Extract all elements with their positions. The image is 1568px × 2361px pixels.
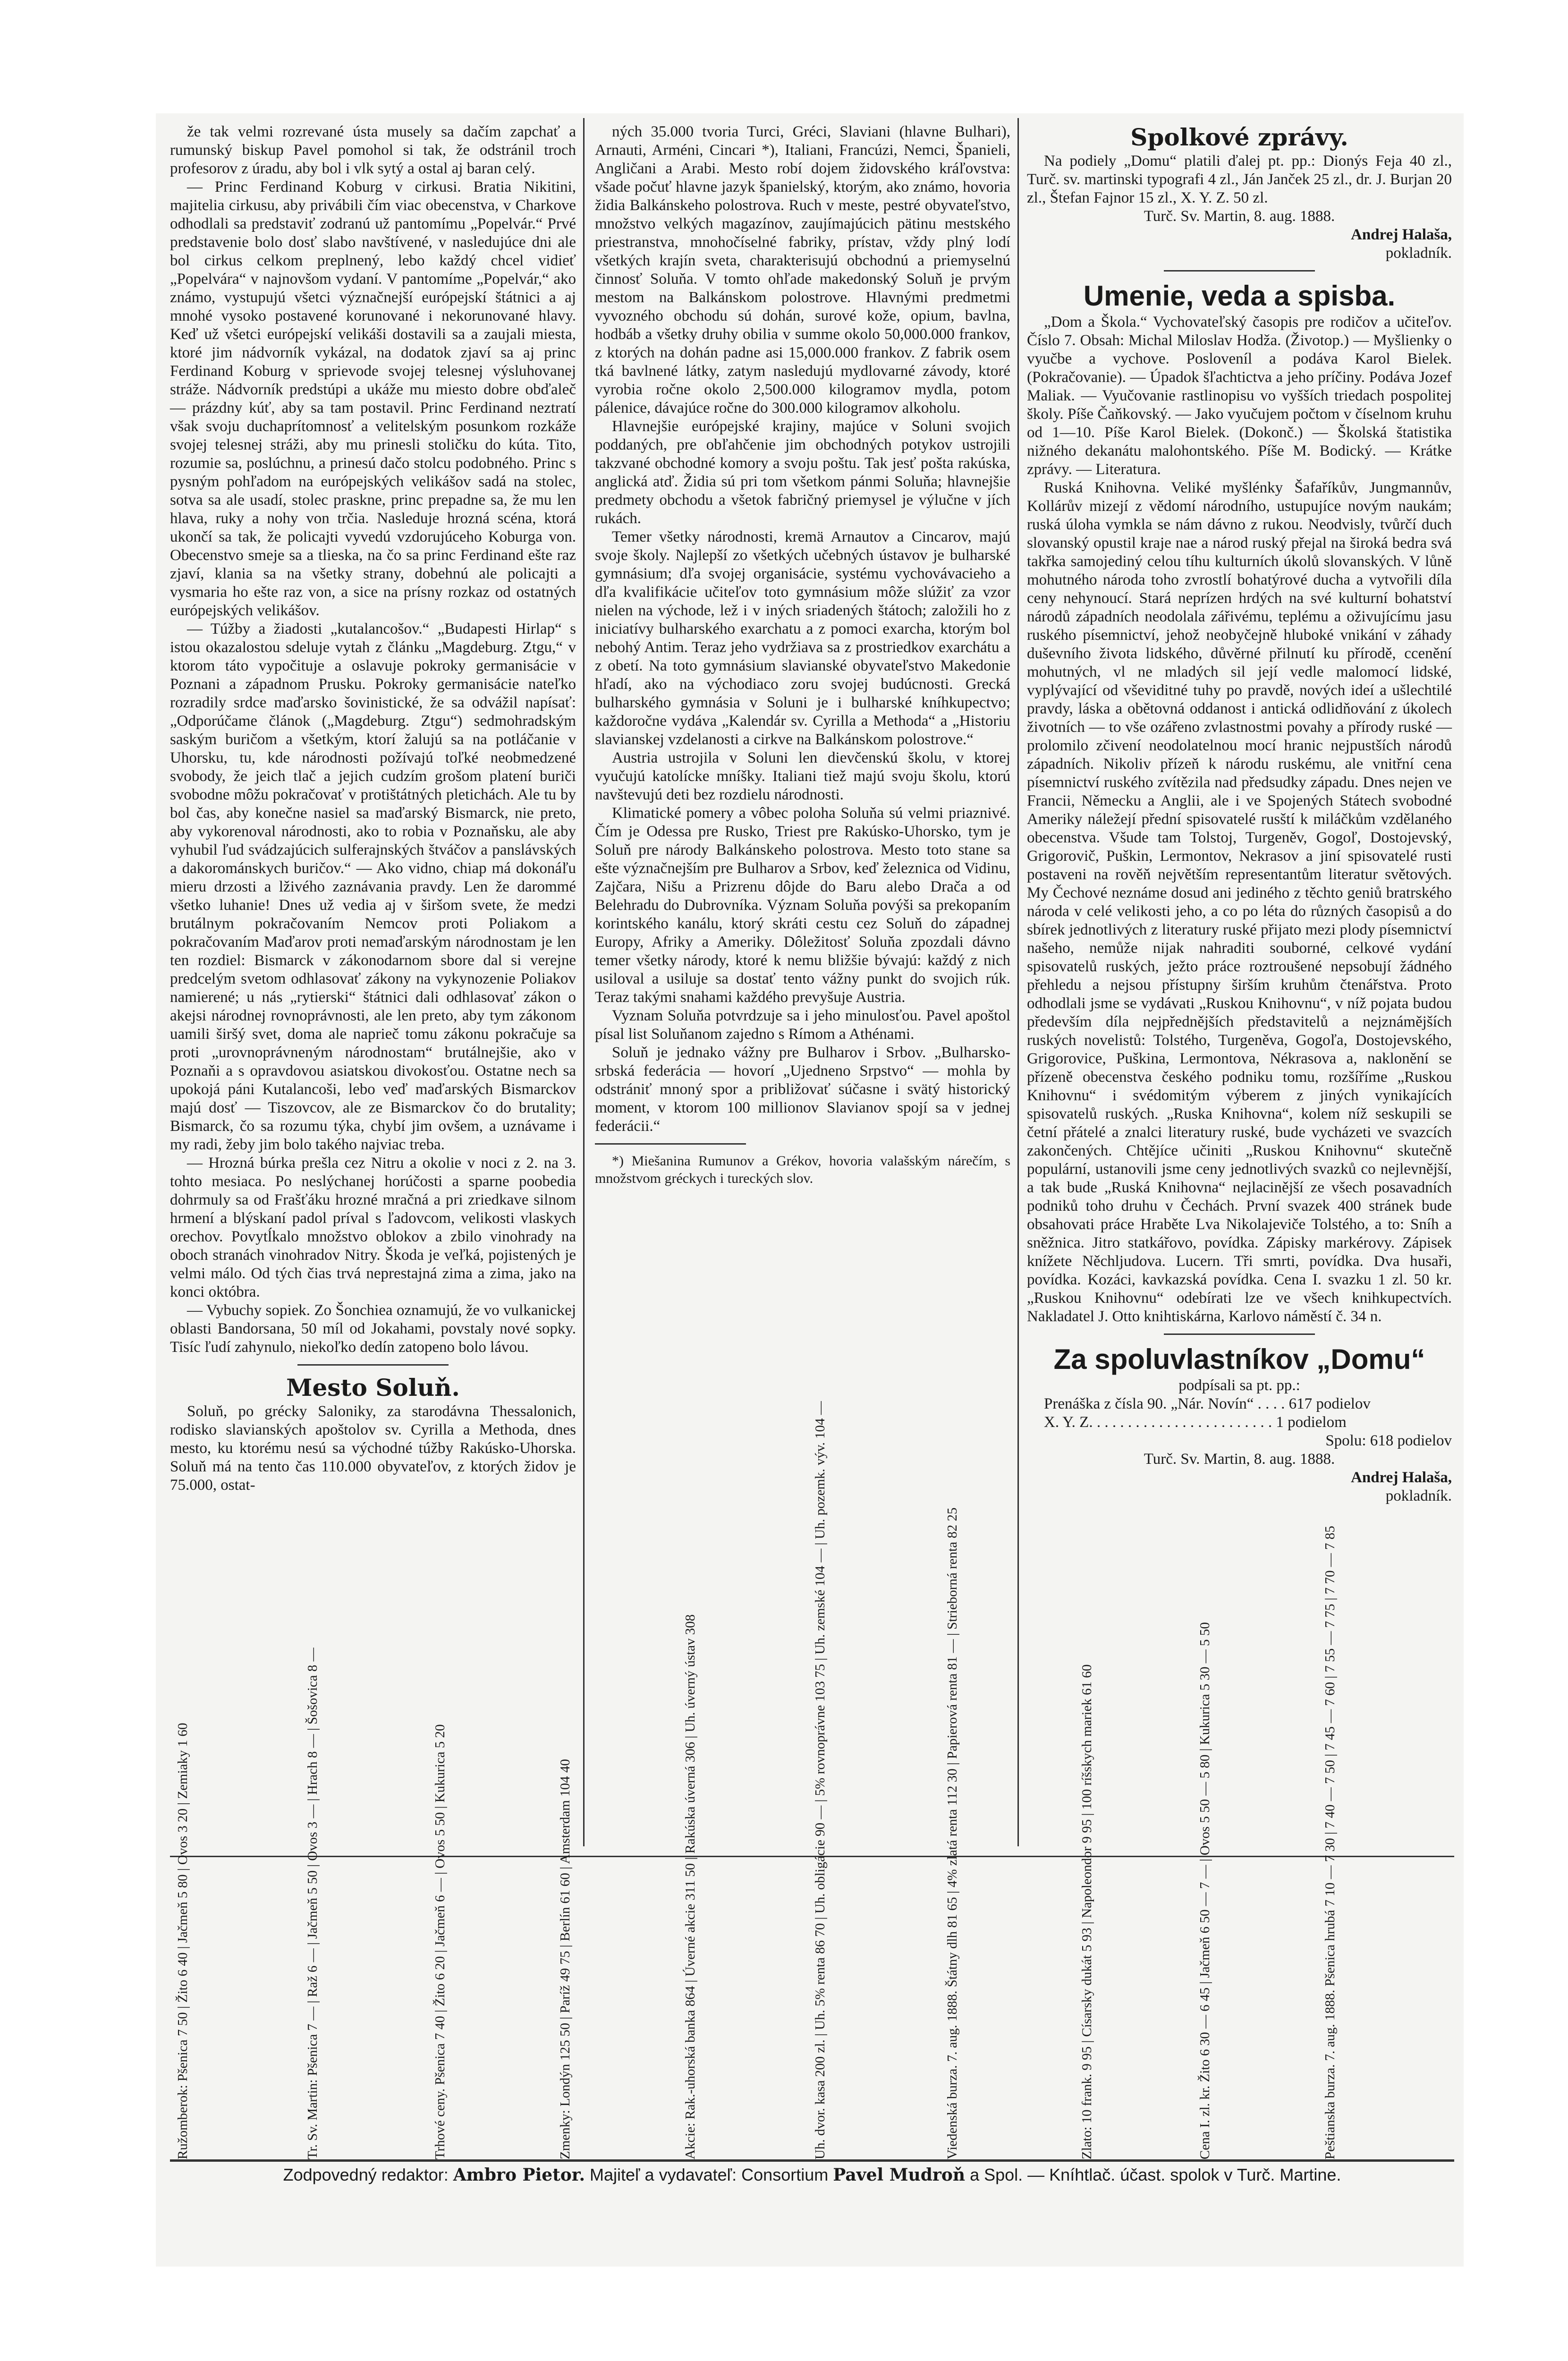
article-paragraph: Soluň, po grécky Saloniky, za starodávna Thessalonich, rodisko slavianských apoštolov sv. Cyrilla a Methoda, dnes mesto, ku ktorému nesú sa východné túžby Rakúsko-Uhorska. Soluň má na tento čas 110.000 obyvateľov, z ktorých židov je 75.000, ostat- (170, 1403, 576, 1494)
section-heading-dom: Za spoluvlastníkov „Domu“ (1053, 1343, 1425, 1375)
column-rule (1017, 118, 1019, 1846)
divider (1164, 1333, 1315, 1335)
market-column: Ružomberok: Pšenica 7 50 | Žito 6 40 | Jačmeň 5 80 | Ovos 3 20 | Zemiaky 1 60 (175, 1723, 190, 2159)
list-line: Prenáška z čísla 90. „Nár. Novín“ . . . . 617 podielov (1044, 1395, 1371, 1412)
market-column: Akcie: Rak.-uhorská banka 864 | Úverné akcie 311 50 | Rakúska úverná 306 | Uh. úverný ústav 308 (683, 1614, 698, 2159)
dateline: Turč. Sv. Martin, 8. aug. 1888. (1144, 1451, 1335, 1468)
market-column: Peštianska burza. 7. aug. 1888. Pšenica hrubá 7 10 — 7 30 | 7 40 — 7 50 | 7 45 — 7 60 | 7 55 — 7 75 | 7 70 — 7 85 (1322, 1526, 1338, 2159)
article-paragraph: Klimatické pomery a vôbec poloha Soluňa sú velmi priaznivé. Čím je Odessa pre Rusko, Triest pre Rakúsko-Uhorsko, tym je Soluň pre národy Balkánskeho polostrova. Mesto toto stane sa ešte význačnejším pre Bulharov a Srbov, keď železnica od Vidinu, Zajčara, Nišu a Prizrenu dôjde do Baru alebo Drača a od Belehradu do Dubrovníka. Význam Soluňa povýši sa prekopaním korintského kanálu, ktorý skráti cestu cez Soluň do západnej Europy, Afriky a Ameriky. Dôležitosť Soluňa zpozdali dávno temer všetky národy, ktoré k nemu bližšie bývajú: každý z nich usiloval a usiluje sa dostať tento vážny punkt do svojich rúk. Teraz takými snahami každého prevyšuje Austria. (595, 805, 1010, 1006)
section-heading-spolkove: Spolkové zprávy. (1130, 123, 1348, 151)
imprint-label: Zodpovedný redaktor: (283, 2165, 449, 2184)
news-item-koburg: — Princ Ferdinand Koburg v cirkusi. Bratia Nikitini, majitelia cirkusu, aby privábili čím viac obecenstva, v Charkove odhodlali sa predstaviť zodranú už pantomímu „Popelvár.“ Prvé predstavenie bolo dosť slabo navštívené, v nasledujúce dni ale bol cirkus celkom preplnený, lebo každý chcel vidieť „Popelvára“ v najnovšom vydaní. V pantomíme „Popelvár,“ ako známo, vystupujú všetci význačnejší európejskí štátnici a aj mnohé vysoko postavené korunované i nekorunované hlavy. Keď už všetci európejskí velikáši dostavili sa a zaujali miesta, ktoré jim nádvorník vykázal, na dodatok zjaví sa aj princ Ferdinand Koburg v sprievode svojej telesnej výsluhovanej stráže. Nádvorník predstúpi a ukáže mu miesto dobre obďaleč — prázdny kúť, aby sa tam postavil. Princ Ferdinand neztratí však svoju duchaprítomnosť a velitelským posunkom rozkáže svojej telesnej stráži, aby mu prinesli stoličku do kúta. Tito, rozumie sa, poslúchnu, a prinesú dačo stolcu podobného. Princ s pysným pohľadom na európejských velikášov sadá na stolec, sotva sa ale usadí, stolec praskne, princ prepadne sa, že mu len hlava, ruky a nohy von trčia. Nasleduje hrozná scéna, ktorá ukončí sa tak, že policajti vyvedú vzdorujúceho Koburga von. Obecenstvo smeje sa a tlieska, na čo sa princ Ferdinand ešte raz zjaví, klania sa na všetky strany, dobehnú ale policajti a vysmaria ho ešte raz von, a sice na prísny rozkaz od ostatných európejských velikášov. (170, 178, 576, 619)
paragraph: podpísali sa pt. pp.: (1178, 1377, 1300, 1394)
imprint-label: Majiteľ a vydavateľ: Consortium (590, 2165, 829, 2184)
publisher-name: Pavel Mudroň (833, 2165, 966, 2185)
total-line: Spolu: 618 podielov (1325, 1432, 1452, 1449)
signature-title: pokladník. (1385, 245, 1452, 262)
market-column: Viedenská burza. 7. aug. 1888. Štátny dlh 81 65 | 4% zlatá renta 112 30 | Papierová renta 81 — | Strieborná renta 82 25 (945, 1507, 960, 2159)
editor-name: Ambro Pietor. (453, 2165, 585, 2185)
dateline: Turč. Sv. Martin, 8. aug. 1888. (1144, 208, 1335, 225)
news-item-kutalancosi: — Túžby a žiadosti „kutalancošov.“ „Budapesti Hirlap“ s istou okazalostou sdeluje vytah z článku „Magdeburg. Ztgu,“ v ktorom táto vypočituje a oslavuje pokroky germanisácie v Poznani a západnom Prusku. Pokroky germanisácie nateľko rozradily srdce maďarsko šovinistické, že sa odvážil napísať: „Odporúčame článok („Magdeburg. Ztgu“) sedmohradským saským buričom a všetkým, ktorí žalujú sa na potláčanie v Uhorsku, tu, kde národnosti požívajú toľké neobmedzené svobody, že jeich tlač a jejich cudzím grošom platení buriči svobodne môžu pokračovať v protištátných pletichách. Ale tu by bol čas, aby konečne nasiel sa maďarský Bismarck, nie preto, aby vykorenoval národnosti, ako to robia v Poznaňsku, ale aby vyhubil ľud svádzajúcich sulferajnských štváčov a panslávských a dakorománskych buričov.“ — Ako vidno, chiap má dokonáľu mieru drzosti a lživého zaznávania pravdy. Len že darommé všetko luhanie! Dnes už vedia aj v širšom svete, že medzi brutálnym pokračovaním Nemcov proti Poliakom a pokračovaním Maďarov proti nemaďarským národnostam je len ten rozdiel: Bismarck v zákonodarnom sbore dal si verejne predcelým svetom odhlasovať zákony na vykynozenie Poliakov namierené; u nás „rytierski“ štátnici dali odhlasovať zákon o akejsi národnej rovnoprávnosti, ale len preto, aby tym zákonom uamili širšý svet, doma ale naprieč tomu zákonu pokračuje sa proti „urovnoprávneným národnostam“ brutálnejšie, ako v Poznaňi a s opravdovou asiatskou divokosťou. Ostatne nech sa upokojá páni Kutalancoši, lebo veď maďarských Bismarckov majú dosť — Tiszovcov, ale ze Bismarckov čo do brutality; Bismarck, čo sa rozumu týka, chybí jim ovšem, a uznávame i my radi, žeby jim bolo takého najviac treba. (170, 620, 576, 1153)
market-column: Tr. Sv. Martin: Pšenica 7 — | Raž 6 — | Jačmeň 5 50 | Ovos 3 — | Hrach 8 — | Šošovica 8 — (305, 1648, 320, 2159)
news-item-volcano: — Vybuchy sopiek. Zo Šonchiea oznamujú, že vo vulkanickej oblasti Bandorsana, 50 míl od Jokahami, povstaly nové sopky. Tisíc ľudí zahynulo, niekoľko dedín zatopeno bolo lávou. (170, 1302, 576, 1356)
market-column: Trhové ceny. Pšenica 7 40 | Žito 6 20 | Jačmeň 6 — | Ovos 5 50 | Kukurica 5 20 (432, 1724, 448, 2159)
imprint-label: a Spol. — Kníhtlač. účast. spolok v Turč. Martine. (970, 2165, 1341, 2184)
signature: Andrej Halaša, (1351, 226, 1452, 243)
article-paragraph: Soluň je jednako vážny pre Bulharov i Srbov. „Bulharsko-srbská federácia — hovorí „Ujedneno Srpstvo“ — mohla by odstrániť mnoný spor a približovať súčasne i svätý historický moment, v ktorom 100 millionov Slavianov spojí sa v jednej federácii.“ (595, 1044, 1010, 1135)
imprint (170, 2165, 1454, 2185)
newspaper-page (156, 113, 1464, 2267)
paragraph: „Dom a Škola.“ Vychovateľský časopis pre rodičov a učiteľov. Číslo 7. Obsah: Michal Miloslav Hodža. (Životop.) — Myšlienky o vyučbe a vychove. Posloveníl a podáva Karol Bielek. (Pokračovanie). — Úpadok šľachtictva a jeho príčiny. Podáva Jozef Maliak. — Vyučovanie rastlinopisu vo vyšších triedach pospolitej školy. Píše Čaňkovský. — Jako vyučujem počtom v číselnom kruhu od 1—10. Píše Karol Bielek. (Dokonč.) — Školská štatistika nižného dekanátu malohontského. Píše M. Bodický. — Krátke zprávy. — Literatura. (1027, 314, 1452, 478)
divider (297, 1364, 449, 1366)
article-paragraph: ných 35.000 tvoria Turci, Gréci, Slaviani (hlavne Bulhari), Arnauti, Arméni, Cincari *), Italiani, Francúzi, Nemci, Španieli, Angličani a Arabi. Mesto robí dojem židovského kráľovstva: všade počuť hlavne jazyk španielský, ktorým, ako známo, hovoria židia Balkánskeho polostrova. Ruch v meste, pestré obyvateľstvo, množstvo velkých magazínov, zaujímajúcich pätinu mestského priestranstva, mnohočíselné fabriky, prístav, vždy plný lodí všetkých krajín sveta, charakterisujú obchodnú a priemyselnú činnosť Soluňa. V tomto ohľade makedonský Soluň je prvým mestom na Balkánskom polostrove. Hlavnými predmetmi vyvozného obchodu sú dohán, surové kože, opium, bavlna, hodbáb a všetky druhy obilia v summe okolo 50,000.000 frankov, z ktorých na dohán padne asi 15,000.000 frankov. Z fabrik osem tká bavlnené látky, zatym nasledujú mydlovarné závody, ktoré vyrobia ročne okolo 2,500.000 kilogramov mydla, potom pálenice, dávajúce ročne do 300.000 kilogramov alkoholu. (595, 123, 1010, 416)
article-paragraph: Vyznam Soluňa potvrdzuje sa i jeho minulosťou. Pavel apoštol písal list Soluňanom zajedno s Rímom a Athénami. (595, 1007, 1010, 1043)
signature-title: pokladník. (1385, 1487, 1452, 1504)
paragraph: že tak velmi rozrevané ústa musely sa dačím zapchať a rumunský biskup Pavel pomohol si tak, že odstránil troch profesorov z úradu, aby bol i vlk sytý a ostal aj baran celý. (170, 123, 576, 177)
article-paragraph: Hlavnejšie európejské krajiny, majúce v Soluni svojich poddaných, pre obľahčenie jim obchodných potykov ustrojili takzvané obchodné komory a svoju poštu. Tak jesť pošta rakúska, anglická atď. Židia sú pri tom všetkom pánmi Soluňa; hlavnejšie predmety obchodu a všetok fabričný priemysel je výlučne v jích rukách. (595, 418, 1010, 527)
market-column: Cena I. zl. kr. Žito 6 30 — 6 45 | Jačmeň 6 50 — 7 — | Ovos 5 50 — 5 80 | Kukurica 5 30 — 5 50 (1197, 1622, 1212, 2159)
footnote: *) Miešanina Rumunov a Grékov, hovoria valašským nárečím, s množstvom gréckych i tureckých slov. (595, 1153, 1010, 1186)
column-middle (595, 123, 1010, 1187)
paragraph: Ruská Knihovna. Veliké myšlénky Šafaříkův, Jungmannův, Kollárův mizejí z vědomí národního, ustupujíce novým naukám; ruská úloha vymkla se nám dávno z rukou. Neodvisly, tvůrčí duch slovanský opustil kraje nae a národ ruský přejal na široká bedra svá takřka samojediný celou tíhu kulturních úkolů slovanských. V lůně mohutného národa toho zvrostlí bohatýrové ducha a vytvořili díla ceny nehynoucí. Stará neprízen hrdých na své kulturní bohatství národů západních neodolala zářivému, teplému a oživujícímu jasu ruského písemnictví, jehož neobyčejně hluboké vnikání v záhady duševního života lidského, důvěrné přilnutí ku přírodě, ccenění mohutných, vl ne mladých sil její vedle malomocí lidské, vyplývající od vševiditné tuhy po pravdě, nových ideí a ušlechtilé pravdy, láska a obětovná oddanost i antická odlidňování z úkolech životních — to vše ozářeno zvlastnostmi povahy a přírody ruské — prolomilo zčivení neodolatelnou mocí hranic nejpustších národů západních. Nikoliv přízeň k národu ruskému, ale vnitřní cena písemnictví ruského zvítězila nad předsudky západu. Dnes nejen ve Francii, Německu a Anglii, ale i ve Spojených Státech svobodné Ameriky náležejí přední spisovatelé rusští k miláčkům vzdělaného obecenstva. Všude tam Tolstoj, Turgeněv, Gogoľ, Dostojevský, Grigorovič, Puškin, Lermontov, Nekrasov a jiní spisovatelé rusti postaveni na rověň největším representantům literatur světových. My Čechové neznáme dosud ani jediného z těchto geniů bratrského národa v celé velikosti jeho, a co po léta do různých časopisů a do sbírek jednotlivých z literatury ruské přijato mezi plody písemnictví našeho, nemůže nijak nahraditi souborné, celkové vydání spisovatelů ruských, ježto práce roztroušené nepsobují žádného přehledu a nejsou přístupny širším kruhům čtenářstva. Proto odhodlali jsme se vydávati „Ruskou Knihovnu“, v níž pojata budou především díla nejpřednějších představitelů a nejznámějších ruských novelistů: Tolstého, Turgeněva, Gogoľa, Dostojevského, Grigorovice, Puškina, Lermontova, Nékrasova a, naklonění se přízeně obecenstva českého podniku tomu, rozšíříme „Ruskou Knihovnu“ i svédomitým výberem z jiných vynikajících spisovatelů ruských. „Ruska Knihovna“, kolem níž seskupili se četní přátelé a znalci literatury ruské, bude vycházeti ve svazcích zakončených. Chtějíce učiniti „Ruskou Knihovnu“ skutečně populární, ustanovili jsme ceny jednotlivých svazků co nejlevnější, a tak bude „Ruská Knihovna“ nejlacinější ze všech posavadních podniků toho druhu v Čechách. První svazek 400 stránek bude obsahovati práce Hraběte Lva Nikolajeviče Tolstého, a to: Sníh a sněžnica. Jitro statkářovo, povídka. Zápisky markérovy. Zápisek knížete Něchljudova. Lucern. Tři smrti, povídka. Dva husaři, povídka. Kozáci, kavkazská povídka. Cena I. svazku 1 zl. 50 kr. „Ruskou Knihovnu“ odebírati lze ve všech knihkupectvích. Nakladatel J. Otto knihtiskárna, Karlovo náměstí č. 34 n. (1027, 479, 1452, 1325)
market-column: Zlato: 10 frank. 9 95 | Císarsky dukát 5 93 | Napoleondor 9 95 | 100 ríšskych mariek 61 60 (1079, 1664, 1094, 2159)
column-rule (583, 118, 585, 1846)
signature: Andrej Halaša, (1351, 1469, 1452, 1486)
news-item-storm: — Hrozná búrka prešla cez Nitru a okolie v noci z 2. na 3. tohto mesiaca. Po neslýchanej horúčosti a sparne poobedia dohrmuly sa od Frašťáku hrozné mračná a pri zriedkave silnom hrmení a blýskaní padol príval s ľadovcom, velikosti vlaskych orechov. Povytĺkalo množstvo oblokov a zbilo vinohrady na oboch stranách vinohradov Nitry. Škoda je veľká, pojistených je velmi málo. Od tých čias trvá neprestajná zima a zima, jako na konci októbra. (170, 1155, 576, 1300)
column-left (170, 123, 576, 1495)
article-paragraph: Temer všetky národnosti, kremä Arnautov a Cincarov, majú svoje školy. Najlepší zo všetkých učebných ústavov je bulharské gymnásium; dľa svojej organisácie, systému vychovávacieho a dľa kvalifikácie učiteľov toto gymnásium môže slúžiť za vzor nielen na východe, lež i v iných sriadených štátoch; založili ho z iniciatívy bulharského exarchatu a z pomoci exarcha, ktorým bol nebohý Antim. Teraz jeho vydržiava sa z prostriedkov exarchátu a z obetí. Na toto gymnásium slavianské obyvateľstvo Makedonie hľadí, ako na východiaco zoru svojej budúcnosti. Grecká bulharského gymnásia v Soluni je i bulharské kníhkupectvo; každoročne vydáva „Kalendár sv. Cyrilla a Methoda“ a „Historiu slavianskej vzdelanosti a cirkve na Balkánskom polostrove.“ (595, 528, 1010, 748)
market-column: Uh. dvor. kasa 200 zl. | Uh. 5% renta 86 70 | Uh. obligácie 90 — | 5% rovnoprávne 103 75 | Uh. zemské 104 — | Uh. pozemk. výv. 104 — (813, 1401, 828, 2159)
article-heading: Mesto Soluň. (286, 1374, 460, 1401)
section-heading-umenie: Umenie, veda a spisba. (1083, 280, 1396, 312)
divider (1164, 270, 1315, 272)
article-paragraph: Austria ustrojila v Soluni len dievčenskú školu, v ktorej vyučujú katolícke mníšky. Italiani tiež majú svoju školu, ktorú navštevujú deti bez rozdielu národnosti. (595, 749, 1010, 803)
divider (595, 1143, 746, 1145)
market-column: Zmenky: Londýn 125 50 | Paríž 49 75 | Berlín 61 60 | Amsterdam 104 40 (558, 1759, 573, 2159)
column-right (1027, 123, 1452, 1505)
list-line: X. Y. Z. . . . . . . . . . . . . . . . . . . . . . . . 1 podielom (1044, 1414, 1347, 1431)
footer-rule (170, 2160, 1454, 2162)
paragraph: Na podiely „Domu“ platili ďalej pt. pp.: Dionýs Feja 40 zl., Turč. sv. martinski typografi 4 zl., Ján Janček 25 zl., dr. J. Burjan 20 zl., Štefan Fajnor 15 zl., X. Y. Z. 50 zl. (1027, 153, 1452, 206)
